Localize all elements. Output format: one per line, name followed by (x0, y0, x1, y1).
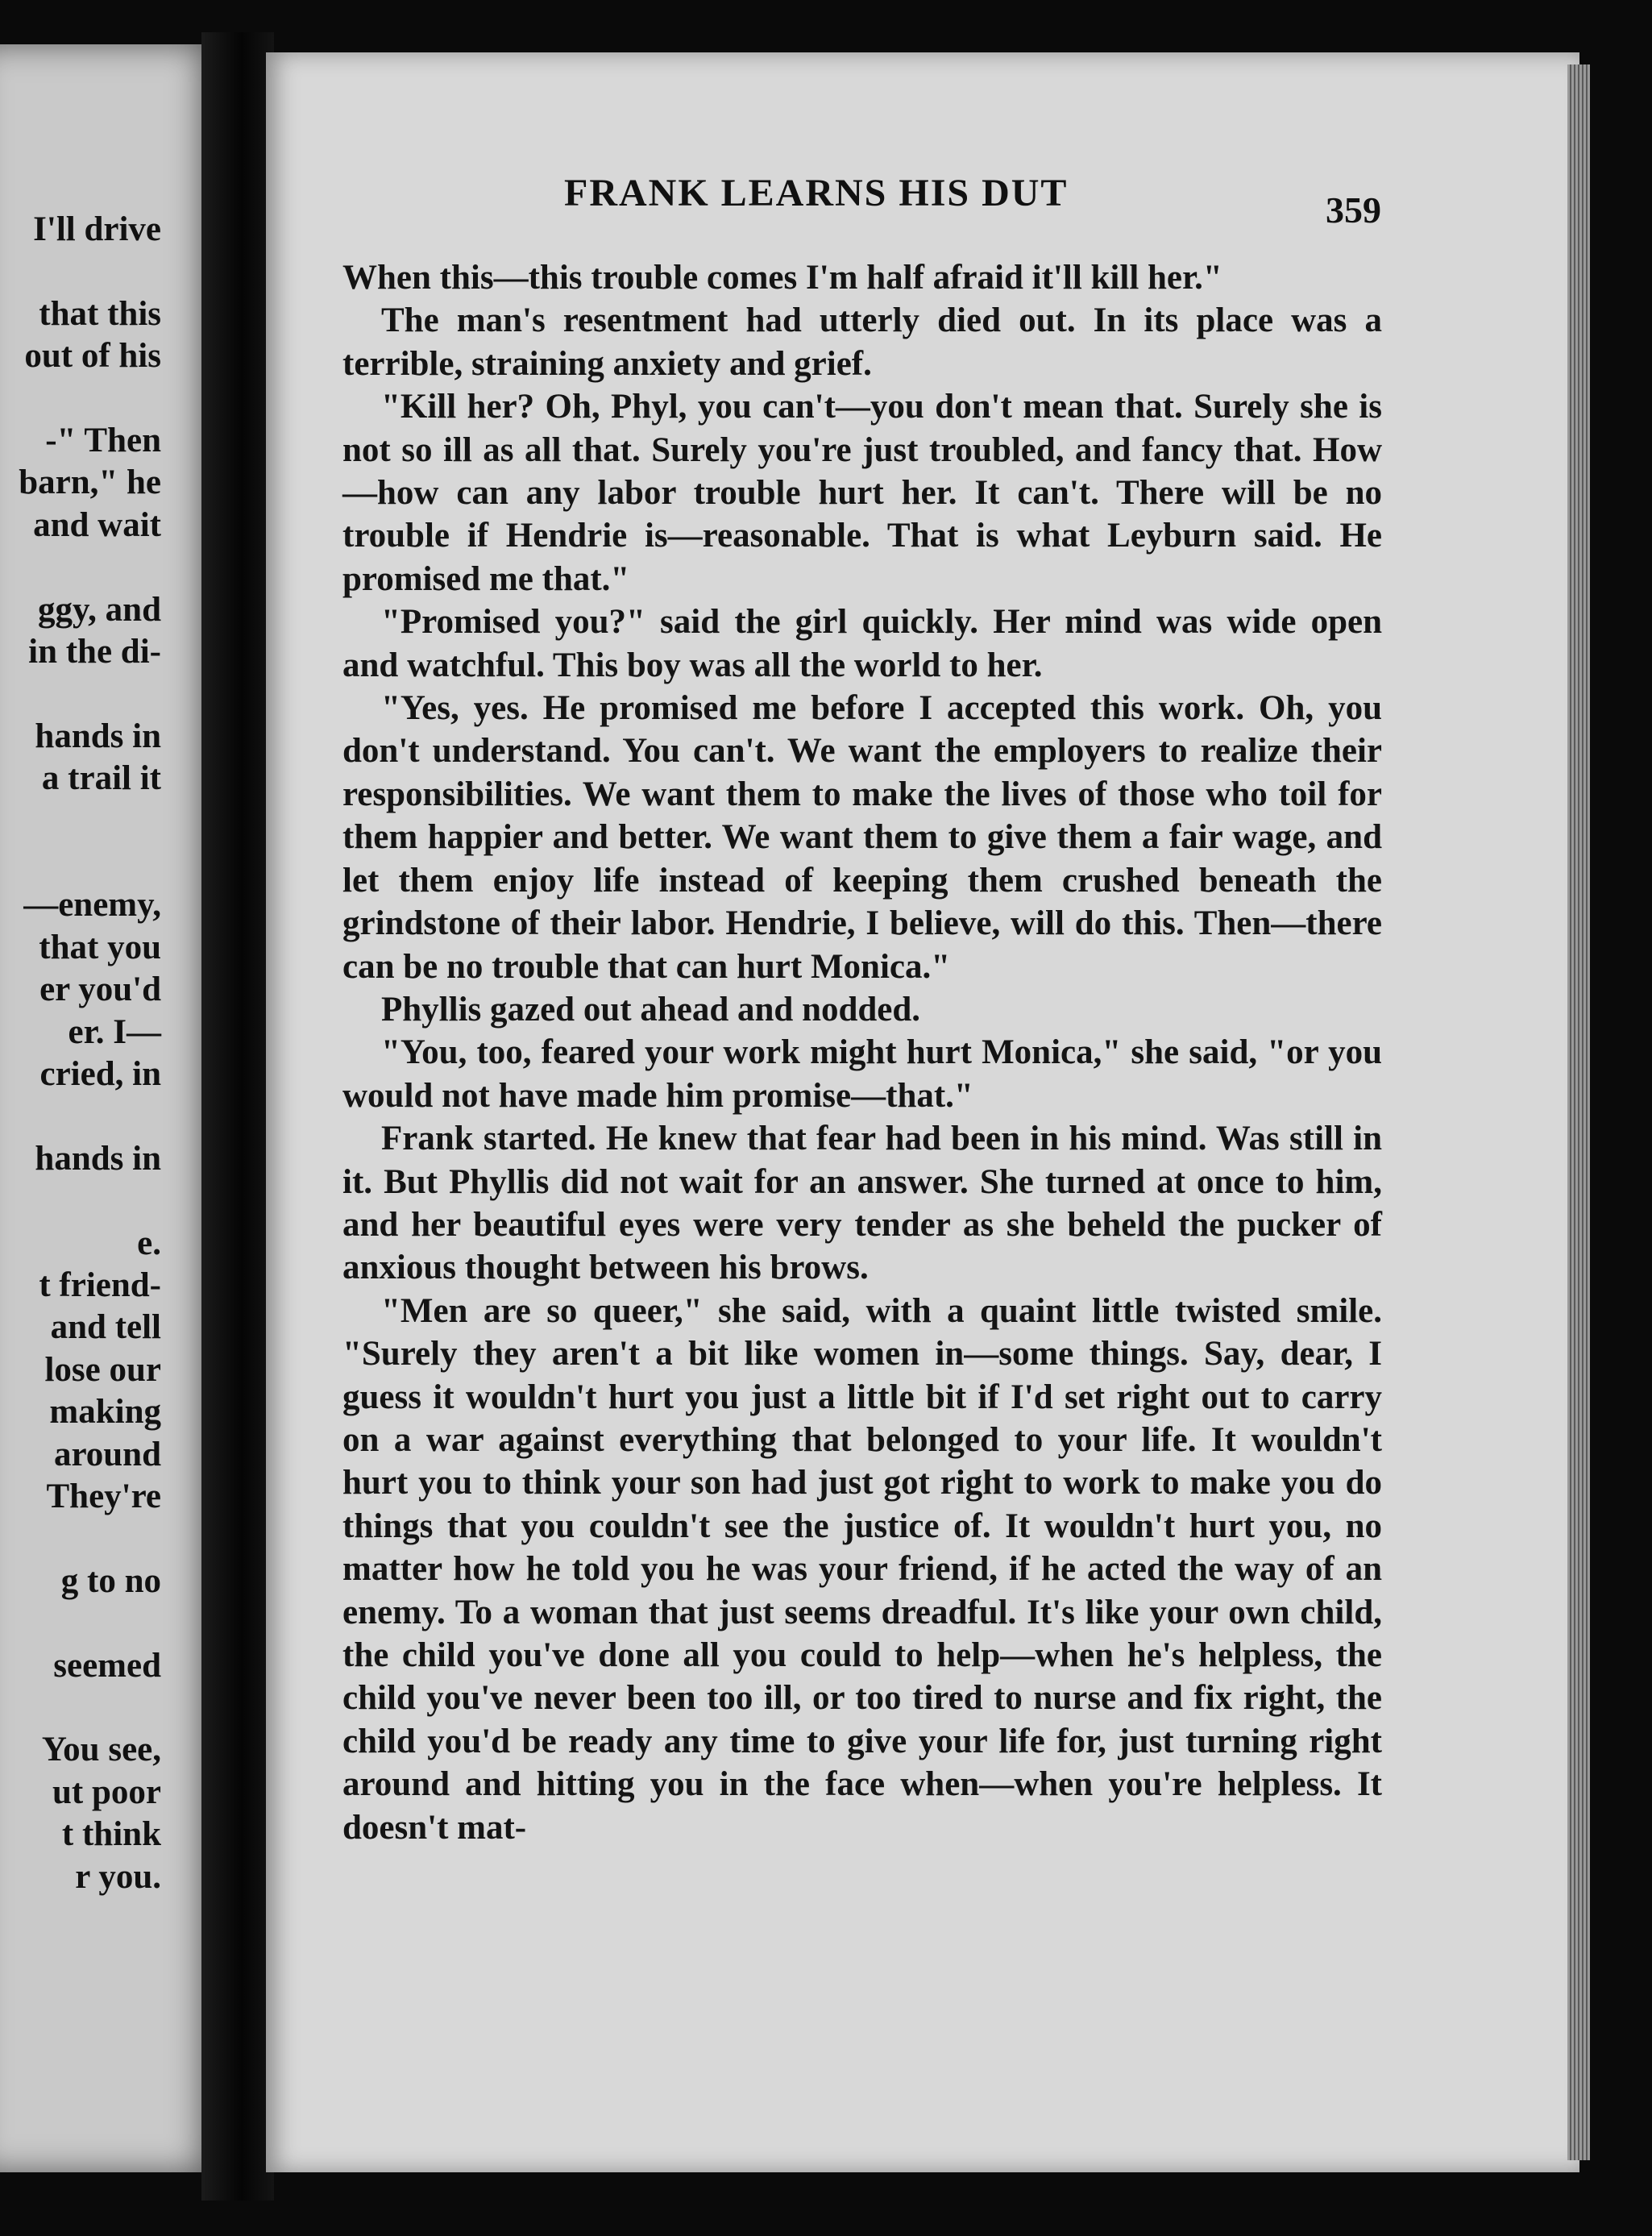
left-page-line: and wait (33, 505, 161, 544)
left-page-line: cried, in (39, 1055, 161, 1093)
left-page-line: e. (137, 1224, 161, 1262)
paragraph: Frank started. He knew that fear had been in his mind. Was still in it. But Phyllis did not wait for an answer. She turned at once to him, and her beautiful eyes were very tender as she beheld the pucker of anxious thought between his brows. (342, 1120, 1382, 1287)
paragraph: Phyllis gazed out ahead and nodded. (381, 990, 921, 1029)
left-page-line: r you. (75, 1857, 161, 1896)
body-text (342, 256, 1382, 1849)
paragraph: "Men are so queer," she said, with a quaint little twisted smile. "Surely they aren't a bit like women in—some things. Say, dear, I guess it wouldn't hurt you just a little bit if I'd set right out to carry on a war against everything that belonged to your life. It wouldn't hurt you to think your son had just got right to work to make you do things that you couldn't see the justice of. It wouldn't hurt you, no matter how he told you he was your friend, if he acted the way of an enemy. To a woman that just seems dreadful. It's like your own child, the child you've done all you could to help—when he's helpless, the child you've never been too ill, or too tired to nurse and fix right, the child you'd be ready any time to give your life for, just turning right around and hitting you in the face when—when you're helpless. It doesn't mat- (342, 1291, 1382, 1847)
left-page-line: -" Then (45, 422, 161, 459)
paragraph: When this—this trouble comes I'm half afraid it'll kill her." (342, 259, 1222, 297)
page-edges (1567, 64, 1590, 2160)
paragraph: "You, too, feared your work might hurt Monica," she said, "or you would not have made him promise—that." (342, 1033, 1382, 1115)
paragraph: "Promised you?" said the girl quickly. Her mind was wide open and watchful. This boy was all the world to her. (342, 603, 1382, 684)
left-page-line: a trail it (41, 759, 161, 798)
page-number: 359 (1326, 189, 1381, 231)
paragraph: "Kill her? Oh, Phyl, you can't—you don't mean that. Surely she is not so ill as all that. Surely you're just troubled, and fancy that. How—how can any labor trouble hurt her. It can't. There will be no trouble if Hendrie is—reasonable. That is what Leyburn said. He promised me that." (342, 388, 1382, 598)
left-page-line: You see, (41, 1731, 161, 1769)
left-page-line: barn," he (19, 463, 161, 502)
left-page-line: ut poor (52, 1773, 161, 1811)
left-page-line: ggy, and (38, 590, 161, 629)
left-page-line: and tell (50, 1308, 161, 1347)
left-page-line: that you (39, 928, 161, 966)
left-page-line: er. I— (68, 1012, 161, 1051)
left-page-line: hands in (35, 717, 161, 755)
paragraph: "Yes, yes. He promised me before I accepted this work. Oh, you don't understand. You can't. We want the employers to realize their responsibilities. We want them to make the lives of those who toil for them happier and better. We want them to give them a fair wage, and let them enjoy life instead of keeping them crushed beneath the grindstone of their labor. Hendrie, I believe, will do this. Then—there can be no trouble that can hurt Monica." (342, 689, 1382, 986)
left-page-line: They're (46, 1478, 161, 1515)
left-page-line: hands in (35, 1139, 161, 1178)
left-facing-page (0, 44, 226, 2172)
left-page-line: that this (39, 294, 161, 333)
left-page-line: in the di- (28, 633, 161, 671)
left-page-line: er you'd (39, 970, 161, 1009)
left-page-line: around (53, 1435, 161, 1473)
running-head: FRANK LEARNS HIS DUT (564, 172, 1069, 214)
left-page-line: t friend- (39, 1266, 161, 1304)
left-page-line: —enemy, (23, 886, 161, 925)
left-page-line: making (49, 1393, 161, 1432)
book-gutter (201, 32, 274, 2201)
left-page-line: g to no (60, 1561, 161, 1600)
left-page-line: out of his (24, 337, 161, 376)
left-page-line: I'll drive (33, 210, 161, 248)
paragraph: The man's resentment had utterly died out. In its place was a terrible, straining anxiety and grief. (342, 301, 1382, 383)
left-page-line: lose our (44, 1350, 161, 1389)
left-page-line: seemed (53, 1646, 161, 1685)
left-page-line: t think (61, 1815, 161, 1854)
